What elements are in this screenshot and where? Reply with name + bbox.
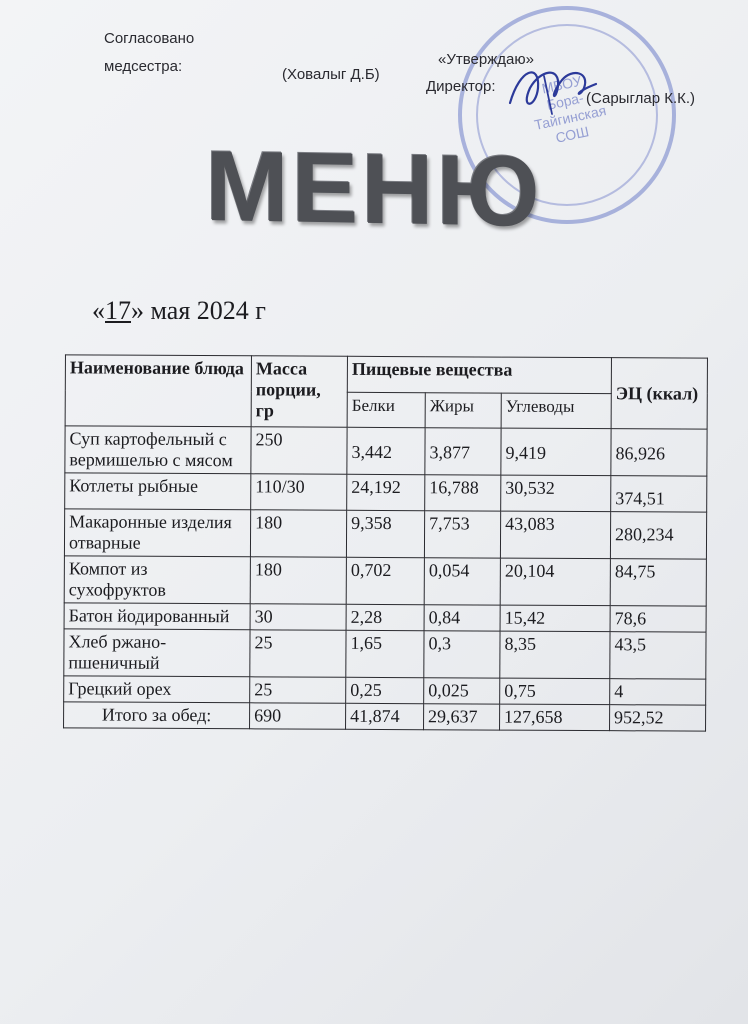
director-label: Директор: (426, 78, 496, 95)
cell-mass: 180 (250, 557, 346, 605)
cell-fats: 0,3 (424, 631, 500, 678)
date-rest: » мая 2024 г (131, 296, 266, 325)
table-row (64, 556, 706, 606)
cell-energy: 86,926 (611, 429, 707, 477)
cell-dish: Хлеб ржано-пшеничный (64, 629, 250, 677)
cell-proteins: 3,442 (347, 427, 425, 474)
table-row (64, 676, 706, 705)
stamp-text: МБОУ Бора-Тайгинская СОШ (532, 72, 608, 146)
date-day: 17 (105, 296, 131, 325)
header-mass: Масса порции, гр (251, 356, 347, 428)
table-row (64, 509, 706, 559)
cell-dish: Макаронные изделия отварные (64, 509, 250, 557)
cell-proteins: 24,192 (347, 474, 425, 510)
cell-energy: 78,6 (610, 606, 706, 633)
total-proteins: 41,874 (346, 703, 424, 729)
cell-dish: Суп картофельный с вермишелью с мясом (65, 426, 251, 474)
table-header-row (65, 355, 707, 394)
table-total-row (64, 702, 706, 731)
cell-dish: Котлеты рыбные (65, 473, 251, 510)
total-label: Итого за обед: (64, 702, 250, 729)
cell-dish: Компот из сухофруктов (64, 556, 250, 604)
cell-fats: 7,753 (424, 511, 500, 558)
cell-proteins: 2,28 (346, 604, 424, 630)
cell-mass: 110/30 (251, 474, 347, 511)
table-row (64, 629, 706, 679)
total-carbs: 127,658 (500, 704, 610, 731)
menu-date (92, 296, 266, 326)
date-open-quote: « (92, 296, 105, 325)
cell-energy: 280,234 (610, 512, 706, 560)
cell-proteins: 1,65 (346, 630, 424, 677)
cell-carbs: 9,419 (501, 428, 611, 476)
cell-energy: 374,51 (611, 476, 707, 513)
table-row (65, 473, 707, 512)
cell-carbs: 43,083 (500, 511, 610, 559)
nurse-name: (Ховалыг Д.Б) (282, 66, 380, 83)
cell-carbs: 30,532 (501, 475, 611, 512)
cell-mass: 25 (250, 630, 346, 678)
menu-table (63, 354, 708, 731)
director-name: (Сарыглар К.К.) (586, 90, 696, 107)
cell-fats: 0,025 (424, 678, 500, 704)
cell-fats: 16,788 (425, 475, 501, 511)
cell-proteins: 9,358 (346, 510, 424, 557)
header-fats: Жиры (425, 392, 501, 428)
cell-dish: Грецкий орех (64, 676, 250, 703)
total-mass: 690 (250, 703, 346, 730)
total-energy: 952,52 (610, 705, 706, 732)
cell-mass: 250 (251, 427, 347, 475)
agreed-label: Согласовано (104, 30, 195, 47)
cell-mass: 25 (250, 677, 346, 704)
cell-carbs: 15,42 (500, 605, 610, 632)
total-fats: 29,637 (424, 704, 500, 730)
cell-mass: 180 (250, 510, 346, 558)
header-nutrients: Пищевые вещества (347, 356, 611, 393)
cell-mass: 30 (250, 604, 346, 631)
page-title: МЕНЮ (205, 130, 543, 248)
table-row (64, 603, 706, 632)
header-carbs: Углеводы (501, 393, 611, 429)
cell-energy: 43,5 (610, 632, 706, 680)
cell-carbs: 8,35 (500, 631, 610, 679)
approve-label: «Утверждаю» (438, 51, 534, 68)
header-energy: ЭЦ (ккал) (611, 358, 707, 430)
cell-proteins: 0,702 (346, 557, 424, 604)
cell-fats: 3,877 (425, 428, 501, 475)
cell-energy: 84,75 (610, 559, 706, 607)
table-row (65, 426, 707, 476)
header-proteins: Белки (347, 392, 425, 428)
nurse-label: медсестра: (104, 58, 183, 75)
cell-dish: Батон йодированный (64, 603, 250, 630)
cell-carbs: 0,75 (500, 678, 610, 705)
cell-carbs: 20,104 (500, 558, 610, 606)
cell-energy: 4 (610, 679, 706, 706)
header-dish: Наименование блюда (65, 355, 251, 427)
cell-fats: 0,84 (424, 605, 500, 631)
cell-fats: 0,054 (424, 558, 500, 605)
cell-proteins: 0,25 (346, 677, 424, 703)
